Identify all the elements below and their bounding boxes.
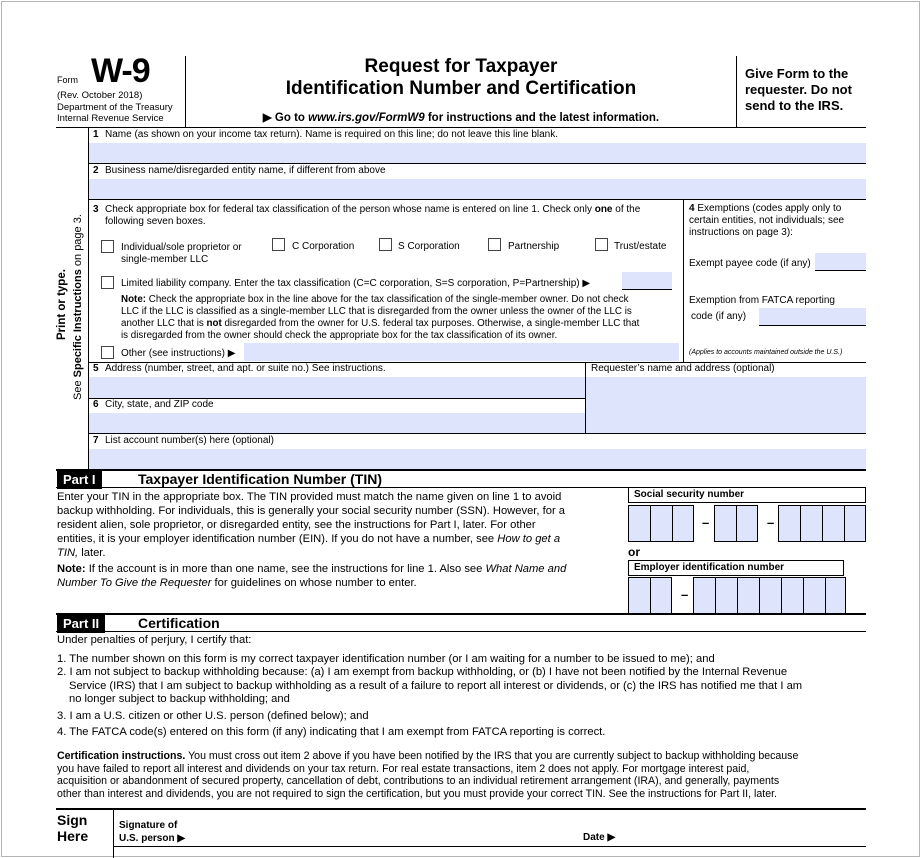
form-title-line2: Identification Number and Certification (285, 78, 637, 99)
ssn-dash-1: – (702, 515, 710, 530)
line3-label: Check appropriate box for federal tax classification of the person whose name is entered on line 1. Check only one of the (105, 204, 641, 215)
part1-note: Note: If the account is in more than one name, see the instructions for line 1. Also see What Name and Number To Give the Requester for guidelines on whose number to enter. (57, 563, 567, 589)
side-print-type: Print or type. (56, 269, 68, 340)
line2-number: 2 (93, 165, 99, 176)
llc-classification-field[interactable] (622, 272, 672, 290)
fatca-applies-note: (Applies to accounts maintained outside the U.S.) (689, 349, 843, 356)
ein-boxes (628, 577, 846, 615)
ssn-dash-2: – (767, 515, 775, 530)
cert-intro: Under penalties of perjury, I certify that: (57, 634, 252, 646)
checkbox-s-corp-label: S Corporation (398, 241, 460, 252)
line6-number: 6 (93, 399, 99, 410)
cert-item-2: 2. I am not subject to backup withholding because: (a) I am exempt from backup withholding, or (b) I have not been notified by the Internal Revenue (57, 666, 788, 678)
part2-title: Certification (138, 615, 220, 631)
or-label: or (628, 545, 640, 559)
checkbox-individual-label-2: single-member LLC (121, 254, 209, 265)
ein-digit-8[interactable] (803, 577, 825, 614)
ein-digit-1[interactable] (628, 577, 650, 614)
ein-digit-6[interactable] (759, 577, 781, 614)
line5-label: Address (number, street, and apt. or suite no.) See instructions. (105, 363, 386, 374)
checkbox-s-corp[interactable] (379, 238, 392, 251)
ein-digit-4[interactable] (715, 577, 737, 614)
fatca-label-2: code (if any) (691, 311, 747, 322)
sign-here-label: Sign Here (57, 812, 89, 844)
checkbox-partnership-label: Partnership (508, 241, 560, 252)
line5-number: 5 (93, 363, 99, 374)
give-form-note: Give Form to the requester. Do not send to the IRS. (745, 66, 852, 113)
exempt-payee-label: Exempt payee code (if any) (689, 258, 811, 269)
checkbox-trust-estate[interactable] (595, 238, 608, 251)
requester-label: Requester’s name and address (optional) (591, 363, 775, 374)
checkbox-individual-label: Individual/sole proprietor or (121, 242, 242, 253)
ssn-digit-4[interactable] (714, 505, 736, 542)
line3-label-cont: following seven boxes. (105, 216, 206, 227)
checkbox-llc-label: Limited liability company. Enter the tax classification (C=C corporation, S=S corporation, P=Partnership) ▶ (121, 278, 591, 289)
ssn-digit-2[interactable] (650, 505, 672, 542)
ein-digit-3[interactable] (693, 577, 715, 614)
fatca-code-field[interactable] (759, 308, 866, 326)
checkbox-c-corp[interactable] (272, 238, 285, 251)
ssn-digit-3[interactable] (672, 505, 694, 542)
ssn-digit-9[interactable] (844, 505, 866, 542)
checkbox-partnership[interactable] (488, 238, 501, 251)
line7-label: List account number(s) here (optional) (105, 435, 274, 446)
requester-field[interactable] (586, 377, 866, 433)
line2-label: Business name/disregarded entity name, if different from above (105, 165, 386, 176)
signature-field[interactable] (192, 820, 572, 846)
ein-digit-2[interactable] (650, 577, 672, 614)
exemptions-label: 4 Exemptions (codes apply only to certain entities, not individuals; see instructions on page 3): (689, 203, 845, 238)
goto-instructions: ▶ Go to www.irs.gov/FormW9 for instructions and the latest information. (262, 112, 660, 124)
cert-item-1: 1. The number shown on this form is my correct taxpayer identification number (or I am waiting for a number to be issued to me); and (57, 652, 715, 665)
checkbox-trust-estate-label: Trust/estate (614, 241, 667, 252)
account-numbers-field[interactable] (89, 449, 866, 469)
ssn-label-box (628, 487, 866, 503)
exempt-payee-field[interactable] (815, 253, 866, 271)
part2-label: Part II (57, 615, 105, 633)
line1-number: 1 (93, 129, 99, 140)
form-word: Form (57, 75, 78, 85)
certification-instructions: Certification instructions. You must cross out item 2 above if you have been notified by the IRS that you are currently subject to backup withholding because you have failed to report all interest and dividends on your tax return. For real estate transactions, item 2 does not apply. For mortgage interest paid, acquisition or abandonment of secured property, cancellation of debt, contributions to an individual retirement arrangement (IRA), and generally, payments other than interest and dividends, you are not required to sign the certification, but you must provide your correct TIN. See the instructions for Part II, later. (57, 750, 799, 800)
checkbox-other[interactable] (101, 346, 114, 359)
line1-label: Name (as shown on your income tax return). Name is required on this line; do not leave this line blank. (105, 129, 559, 140)
signature-label: Signature of U.S. person ▶ (119, 820, 186, 844)
name-field[interactable] (89, 143, 866, 163)
irs-url[interactable]: www.irs.gov/FormW9 (308, 112, 425, 124)
business-name-field[interactable] (89, 179, 866, 199)
checkbox-other-label: Other (see instructions) ▶ (121, 348, 236, 359)
ssn-digit-8[interactable] (822, 505, 844, 542)
side-specific-instructions: See Specific Instructions on page 3. (72, 214, 84, 400)
form-revision: (Rev. October 2018) (57, 90, 143, 101)
line6-label: City, state, and ZIP code (105, 399, 214, 410)
checkbox-individual[interactable] (101, 240, 114, 253)
ssn-label: Social security number (634, 489, 745, 500)
line3-number: 3 (93, 204, 99, 215)
ein-digit-5[interactable] (737, 577, 759, 614)
cert-item-3: 3. I am a U.S. citizen or other U.S. person (defined below); and (57, 709, 369, 722)
date-label: Date ▶ (583, 832, 616, 843)
ssn-digit-7[interactable] (800, 505, 822, 542)
other-classification-field[interactable] (244, 343, 679, 361)
city-state-zip-field[interactable] (89, 413, 585, 433)
form-header (0, 0, 921, 128)
ssn-digit-1[interactable] (628, 505, 650, 542)
certification-text: Under penalties of perjury, I certify that: 1. The number shown on this form is my correct taxpayer identification number (or I am waiting for a number to be issued to me); and 2. I am not subject to backup withholding because: (a) I am exempt from backup withholding, or (b) I have not been notified by the Internal Revenue Service (IRS) that I am subject to backup withholding as a result of a failure to report all interest or dividends, or (c) the IRS has notified me that I am no longer subject to backup withholding; and 3. I am a U.S. citizen or other U.S. person (defined below); and 4. The FATCA code(s) entered on this form (if any) indicating that I am exempt from FATCA reporting is correct. (57, 634, 867, 740)
address-field[interactable] (89, 377, 585, 398)
checkbox-c-corp-label: C Corporation (292, 241, 355, 252)
cert-item-4: 4. The FATCA code(s) entered on this form (if any) indicating that I am exempt from FATCA reporting is correct. (57, 726, 606, 738)
ein-label-box (628, 560, 844, 576)
form-number: W-9 (91, 52, 150, 90)
date-field[interactable] (622, 820, 862, 846)
ssn-digit-6[interactable] (778, 505, 800, 542)
form-department: Department of the Treasury (57, 102, 173, 113)
part1-instructions: Enter your TIN in the appropriate box. The TIN provided must match the name given on line 1 to avoid backup withholding. For individuals, this is generally your social security number (SSN). However, for a resident alien, sole proprietor, or disregarded entity, see the instructions for Part I, later. For other entities, it is your employer identification number (EIN). If you do not have a number, see How to get a TIN, later. (57, 491, 566, 559)
part1-label: Part I (57, 471, 102, 489)
checkbox-llc[interactable] (101, 276, 114, 289)
ssn-boxes (628, 505, 866, 543)
line7-number: 7 (93, 435, 99, 446)
ein-digit-7[interactable] (781, 577, 803, 614)
ein-dash: – (681, 587, 689, 602)
form-agency: Internal Revenue Service (57, 113, 164, 124)
fatca-label: Exemption from FATCA reporting (689, 295, 835, 306)
ein-digit-9[interactable] (825, 577, 846, 614)
ssn-digit-5[interactable] (736, 505, 758, 542)
part1-title: Taxpayer Identification Number (TIN) (138, 471, 382, 487)
ein-label: Employer identification number (634, 562, 785, 573)
form-title-line1: Request for Taxpayer (364, 56, 558, 77)
llc-note: Note: Check the appropriate box in the line above for the tax classification of the single-member owner. Do not check LLC if the LLC is classified as a single-member LLC that is disregarded from the owner unless the owner of the LLC is another LLC that is not disregarded from the owner for U.S. federal tax purposes. Otherwise, a single-member LLC that is disregarded from the owner should check the appropriate box for the tax classification of its owner. (121, 294, 640, 341)
